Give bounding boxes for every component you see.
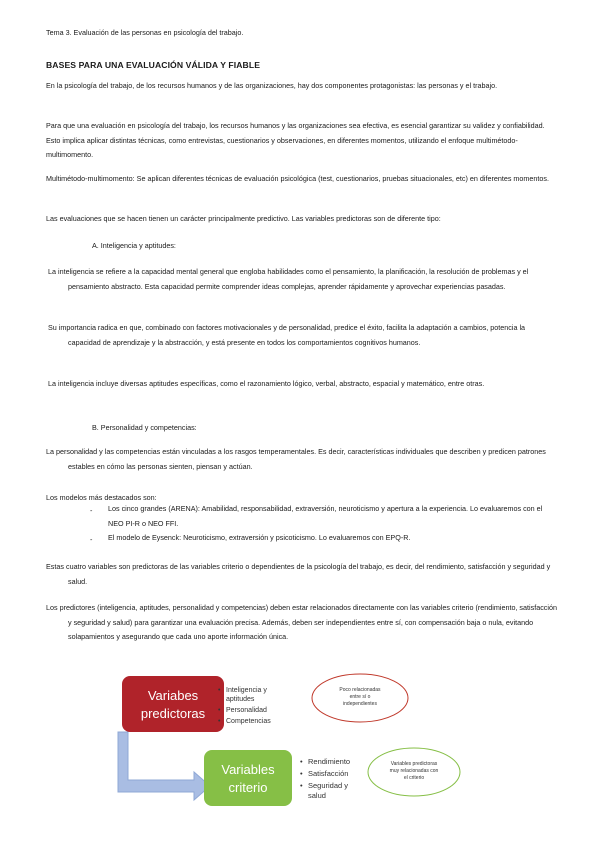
paragraph-8 [46,445,558,474]
header-text: Tema 3. Evaluación de las personas en psicología del trabajo. [46,28,244,37]
oval1-line-2: entre sí o [349,694,371,700]
paragraph-7 [46,377,558,392]
bullet-icon: • [300,757,303,766]
paragraph-11-text: Los predictores (inteligencia, aptitudes, personalidad y competencias) deben estar relacionados directamente con las variables criterio (rendimiento, satisfacción y seguridad y salud) para garantizar una evaluación precisa. Además, deben ser independientes entre sí, con compensación baja o nula, evitando solapamientos y asegurando que cada uno aporte información única. [46,603,557,641]
paragraph-4: Las evaluaciones que se hacen tienen un carácter principalmente predictivo. Las variables predictoras son de diferente tipo: [46,214,441,223]
bullet-icon: • [218,707,221,714]
bullet2-text-3: Seguridad y [308,781,349,790]
oval1-line-1: Poco relacionadas [339,687,381,693]
paragraph-10 [46,560,558,589]
paragraph-3: Multimétodo-multimomento: Se aplican diferentes técnicas de evaluación psicológica (test, cuestionarios, pruebas situacionales, etc) en diferentes momentos. [46,174,549,183]
paragraph-8-text: La personalidad y las competencias están vinculadas a los rasgos temperamentales. Es decir, características individuales que describen y predicen patrones estables en cómo las personas sienten, piensan y actúan. [46,447,546,471]
diagram-svg [104,662,476,838]
paragraph-11 [46,601,558,645]
bullet-icon: • [218,687,221,694]
criterio-line-2: criterio [228,780,268,795]
bullet-icon: • [218,718,221,725]
oval2-line-2: muy relacionadas con [389,768,439,774]
bullet1-text-3: Personalidad [226,707,267,714]
paragraph-2: Para que una evaluación en psicología del trabajo, los recursos humanos y las organizaciones sea efectiva, es esencial garantizar su validez y confiabilidad. Esto implica aplicar distintas técnicas, como entrevistas, cuestionarios y observaciones, en diferentes momentos, utilizando el enfoque multimétodo-multimomento. [46,121,545,159]
predictoras-line-1: Variabes [147,688,199,703]
predictoras-box [122,676,224,732]
variables-diagram [104,662,476,838]
oval2-line-1: Variables predictoras [390,761,438,767]
list-dash: - [90,506,93,515]
list-item-2: El modelo de Eysenck: Neuroticismo, extraversión y psicoticismo. Lo evaluaremos con EPQ-R. [108,533,411,542]
paragraph-5-text: La inteligencia se refiere a la capacidad mental general que engloba habilidades como el pensamiento, la planificación, la resolución de problemas y el pensamiento abstracto. Esta capacidad permite comprender ideas complejas, aprender rápidamente y aprovechar experiencias pasadas. [48,267,529,291]
subheading-b: B. Personalidad y competencias: [92,423,197,432]
subheading-a: A. Inteligencia y aptitudes: [92,241,176,250]
bullet1-text-2: aptitudes [226,696,255,703]
paragraph-6-text: Su importancia radica en que, combinado con factores motivacionales y de personalidad, predice el éxito, facilita la adaptación a cambios, potencia la capacidad de aprendizaje y la abstracción, y está presente en todos los comportamientos cognitivos humanos. [48,323,526,347]
bullet1-text-4: Competencias [226,718,271,725]
bullet2-text-1: Rendimiento [308,757,351,766]
bullet2-text-4: salud [308,791,326,800]
section-title: BASES PARA UNA EVALUACIÓN VÁLIDA Y FIABLE [46,60,261,70]
predictoras-line-2: predictoras [140,706,206,721]
paragraph-6 [46,321,558,350]
paragraph-1: En la psicología del trabajo, de los recursos humanos y de las organizaciones, hay dos componentes protagonistas: las personas y el trabajo. [46,81,498,90]
list-dash: - [90,535,93,544]
bullet2-text-2: Satisfacción [308,769,349,778]
paragraph-10-text: Estas cuatro variables son predictoras de las variables criterio o dependientes de la psicología del trabajo, es decir, del rendimiento, satisfacción y seguridad y salud. [46,562,551,586]
bullet-icon: • [300,769,303,778]
paragraph-9: Los modelos más destacados son: [46,493,157,502]
criterio-line-1: Variables [221,762,275,777]
list-item-1: Los cinco grandes (ARENA): Amabilidad, responsabilidad, extraversión, neuroticismo y apertura a la experiencia. Lo evaluaremos con el NEO PI-R o NEO FFI. [108,504,543,528]
bullet1-text-1: Inteligencia y [226,687,267,694]
criterio-box [204,750,292,806]
paragraph-5 [46,265,558,294]
oval2-line-3: el criterio [403,775,425,781]
bullet-icon: • [300,781,303,790]
oval1-line-3: independientes [343,701,377,707]
paragraph-7-text: La inteligencia incluye diversas aptitudes específicas, como el razonamiento lógico, verbal, abstracto, espacial y matemático, entre otras. [48,379,485,388]
